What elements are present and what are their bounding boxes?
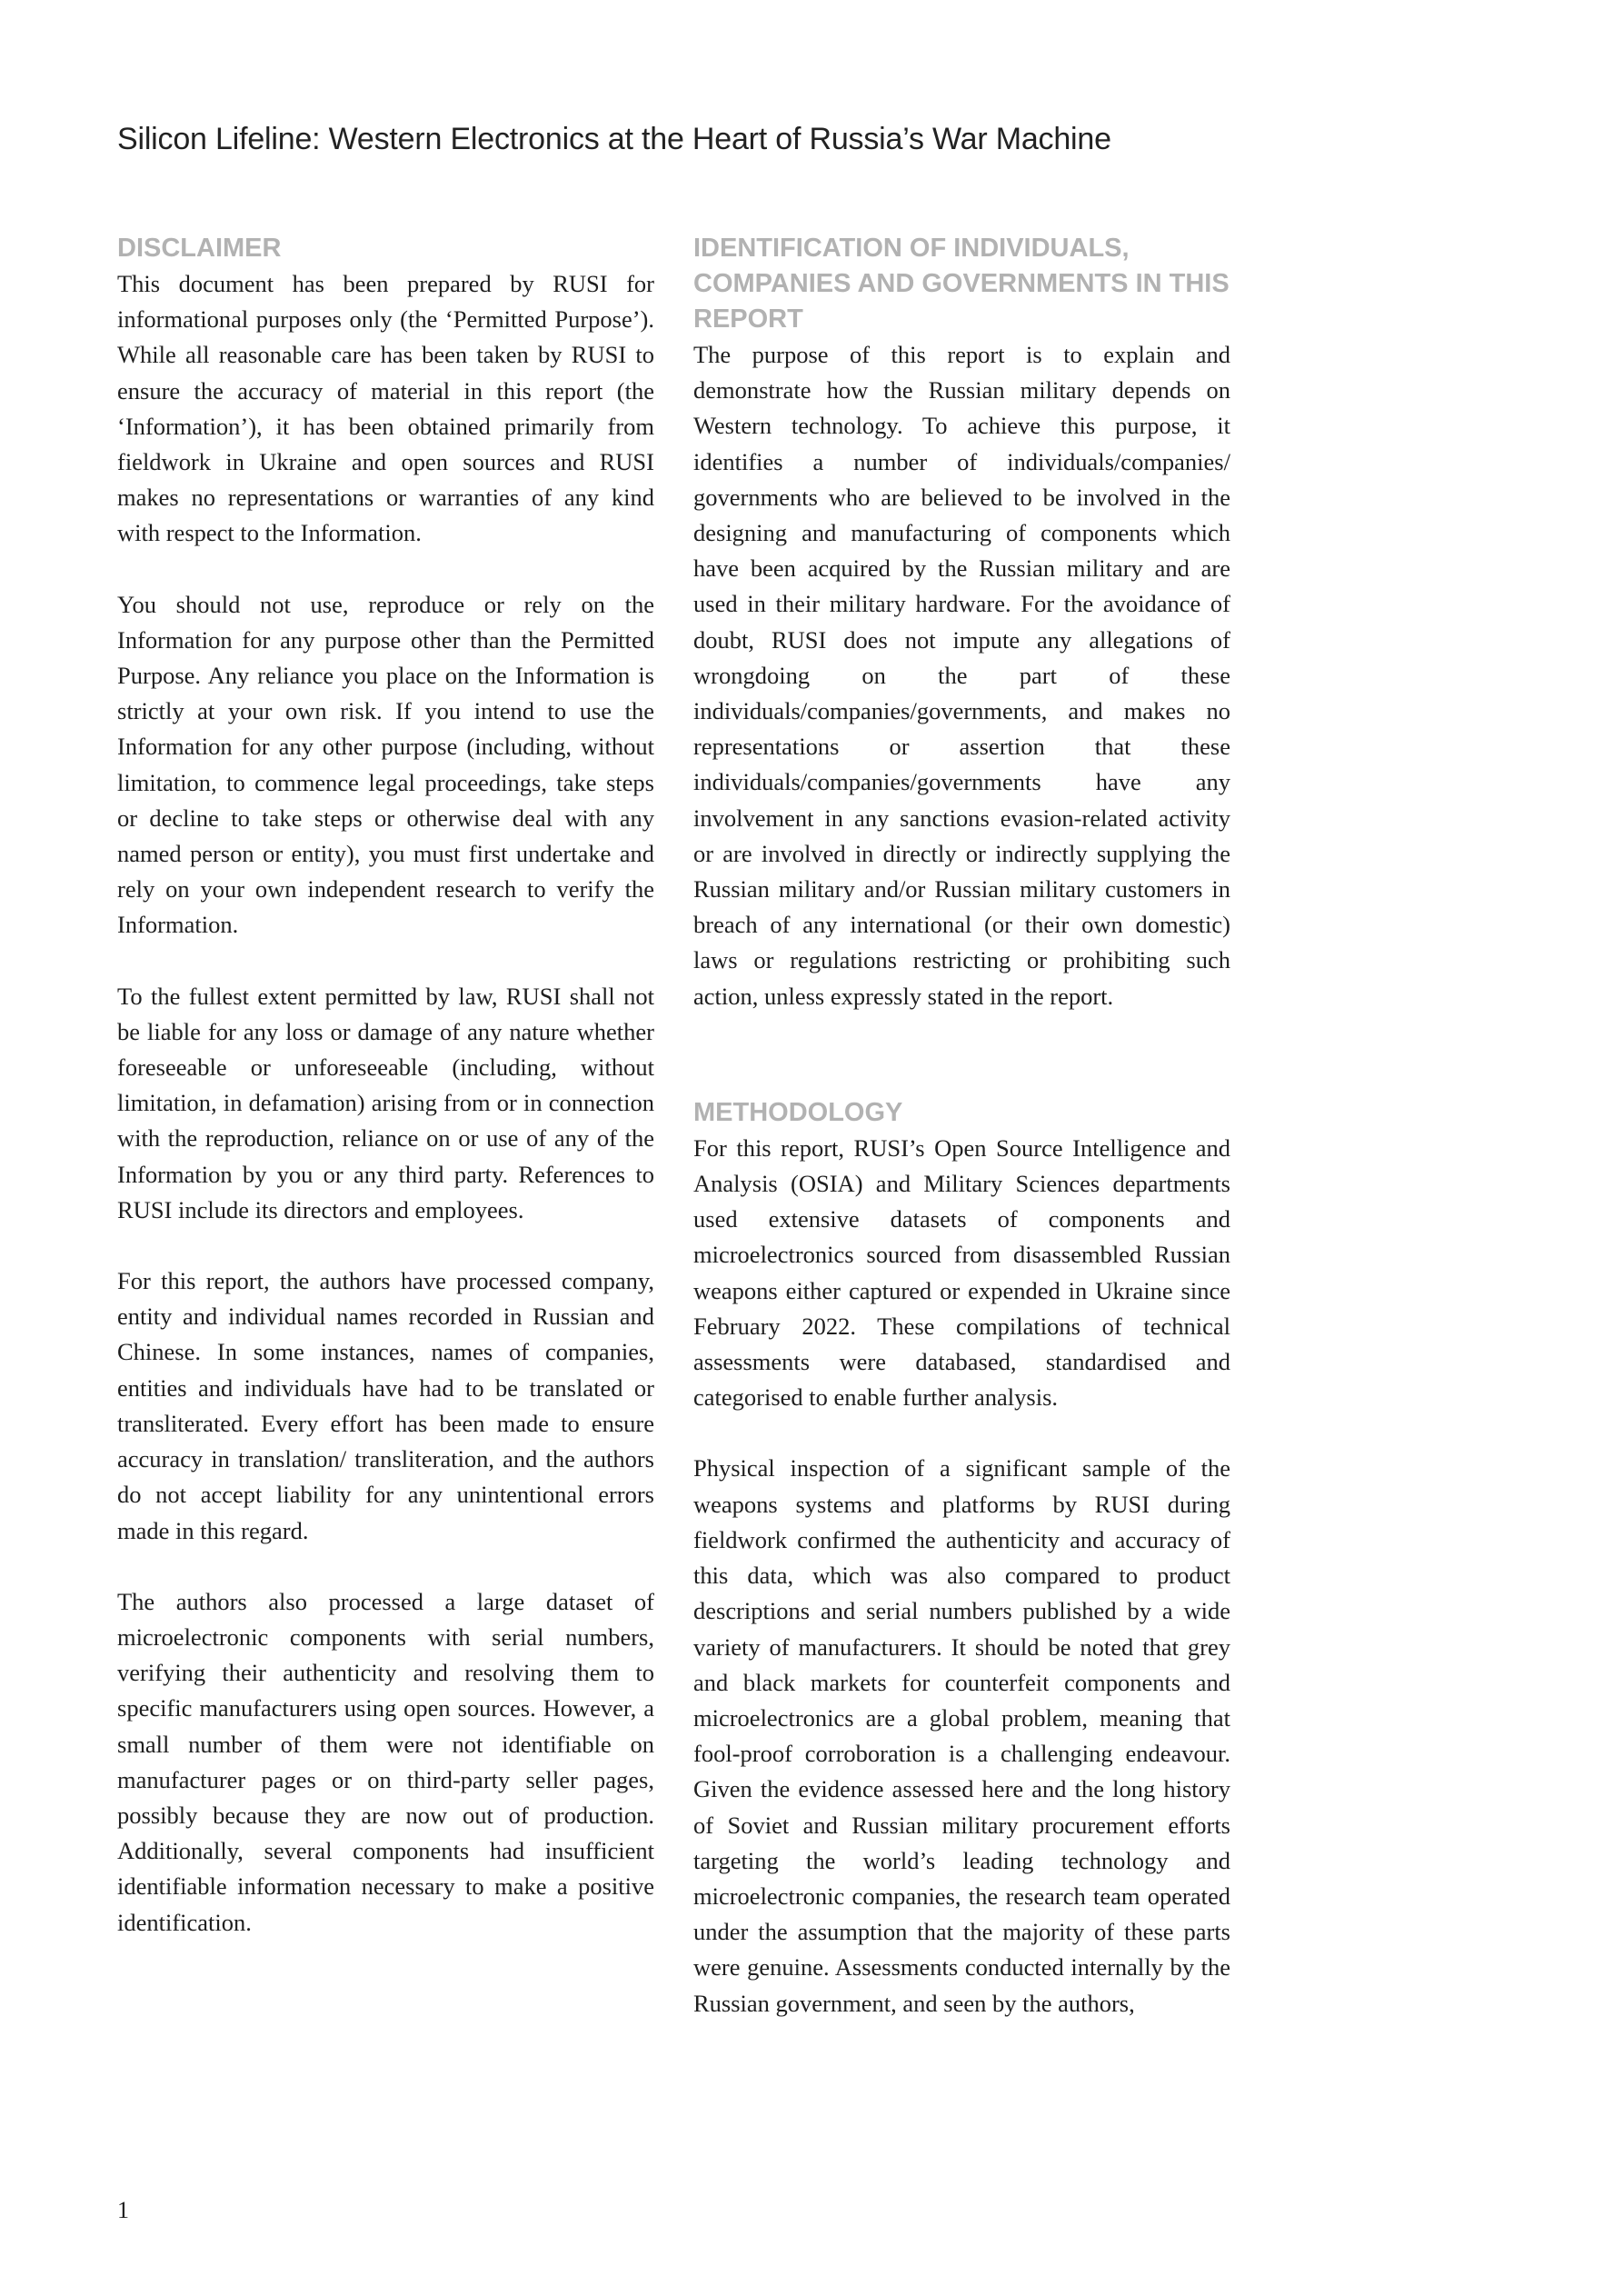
methodology-heading: METHODOLOGY	[693, 1097, 903, 1127]
disclaimer-paragraph-1: This document has been prepared by RUSI for informational purposes only (the ‘Permitted Purpose’). While all reasonable care has been taken by RUSI to ensure the accuracy of material in this report (the ‘Information’), it has been obtained primarily from fieldwork in Ukraine and open sources and RUSI makes no representations or warranties of any kind with respect to the Information.	[117, 270, 654, 547]
disclaimer-paragraph-5: The authors also processed a large dataset of microelectronic components with serial numbers, verifying their authenticity and resolving them to specific manufacturers using open sources. However, a small number of them were not identifiable on manufacturer pages or on third-party seller pages, possibly because they are now out of production. Additionally, several components had insufficient identifiable information necessary to make a positive identification.	[117, 1587, 654, 1936]
left-column	[117, 229, 654, 1976]
disclaimer-paragraph-4: For this report, the authors have processed company, entity and individual names recorded in Russian and Chinese. In some instances, names of companies, entities and individuals have had to be translated or transliterated. Every effort has been made to ensure accuracy in translation/ transliteration, and the authors do not accept liability for any unintentional errors made in this regard.	[117, 1267, 654, 1544]
right-column	[693, 229, 1230, 2057]
disclaimer-heading: DISCLAIMER	[117, 234, 282, 263]
methodology-paragraph-1: For this report, RUSI’s Open Source Intelligence and Analysis (OSIA) and Military Sciences departments used extensive datasets of components and microelectronics sourced from disassembled Russian weapons either captured or expended in Ukraine since February 2022. These compilations of technical assessments were databased, standardised and categorised to enable further analysis.	[693, 1133, 1230, 1412]
page-number: 1	[117, 2197, 129, 2223]
identification-paragraph-1: The purpose of this report is to explain and demonstrate how the Russian military depends on Western technology. To achieve this purpose, it identifies a number of individuals/companies/ governments who are believed to be involved in the designing and manufacturing of components which have been acquired by the Russian military and are used in their military hardware. For the avoidance of doubt, RUSI does not impute any allegations of wrongdoing on the part of these individuals/companies/governments, and makes no representations or assertion that these individuals/companies/governments have any involvement in any sanctions evasion-related activity or are involved in directly or indirectly supplying the Russian military and/or Russian military customers in breach of any international (or their own domestic) laws or regulations restricting or prohibiting such action, unless expressly stated in the report.	[693, 341, 1230, 1010]
disclaimer-paragraph-3: To the fullest extent permitted by law, RUSI shall not be liable for any loss or damage of any nature whether foreseeable or unforeseeable (including, without limitation, in defamation) arising from or in connection with the reproduction, reliance on or use of any of the Information by you or any third party. References to RUSI include its directors and employees.	[117, 982, 654, 1223]
methodology-paragraph-2: Physical inspection of a significant sample of the weapons systems and platforms by RUSI during fieldwork confirmed the authenticity and accuracy of this data, which was also compared to product descriptions and serial numbers published by a wide variety of manufacturers. It should be noted that grey and black markets for counterfeit components and microelectronics are a global problem, meaning that fool-proof corroboration is a challenging endeavour. Given the evidence assessed here and the long history of Soviet and Russian military procurement efforts targeting the world’s leading technology and microelectronic companies, the research team operated under the assumption that the majority of these parts were genuine. Assessments conducted internally by the Russian government, and seen by the authors,	[693, 1454, 1230, 2017]
identification-heading: IDENTIFICATION OF INDIVIDUALS, COMPANIES AND GOVERNMENTS IN THIS REPORT	[693, 234, 1230, 334]
section-spacer	[693, 1050, 1230, 1093]
disclaimer-paragraph-2: You should not use, reproduce or rely on the Information for any purpose other than the Permitted Purpose. Any reliance you place on the Information is strictly at your own risk. If you intend to use the Information for any other purpose (including, without limitation, to commence legal proceedings, take steps or decline to take steps or otherwise deal with any named person or entity), you must first undertake and rely on your own independent research to verify the Information.	[117, 590, 654, 939]
running-header: Silicon Lifeline: Western Electronics at the Heart of Russia’s War Machine	[117, 122, 1111, 156]
